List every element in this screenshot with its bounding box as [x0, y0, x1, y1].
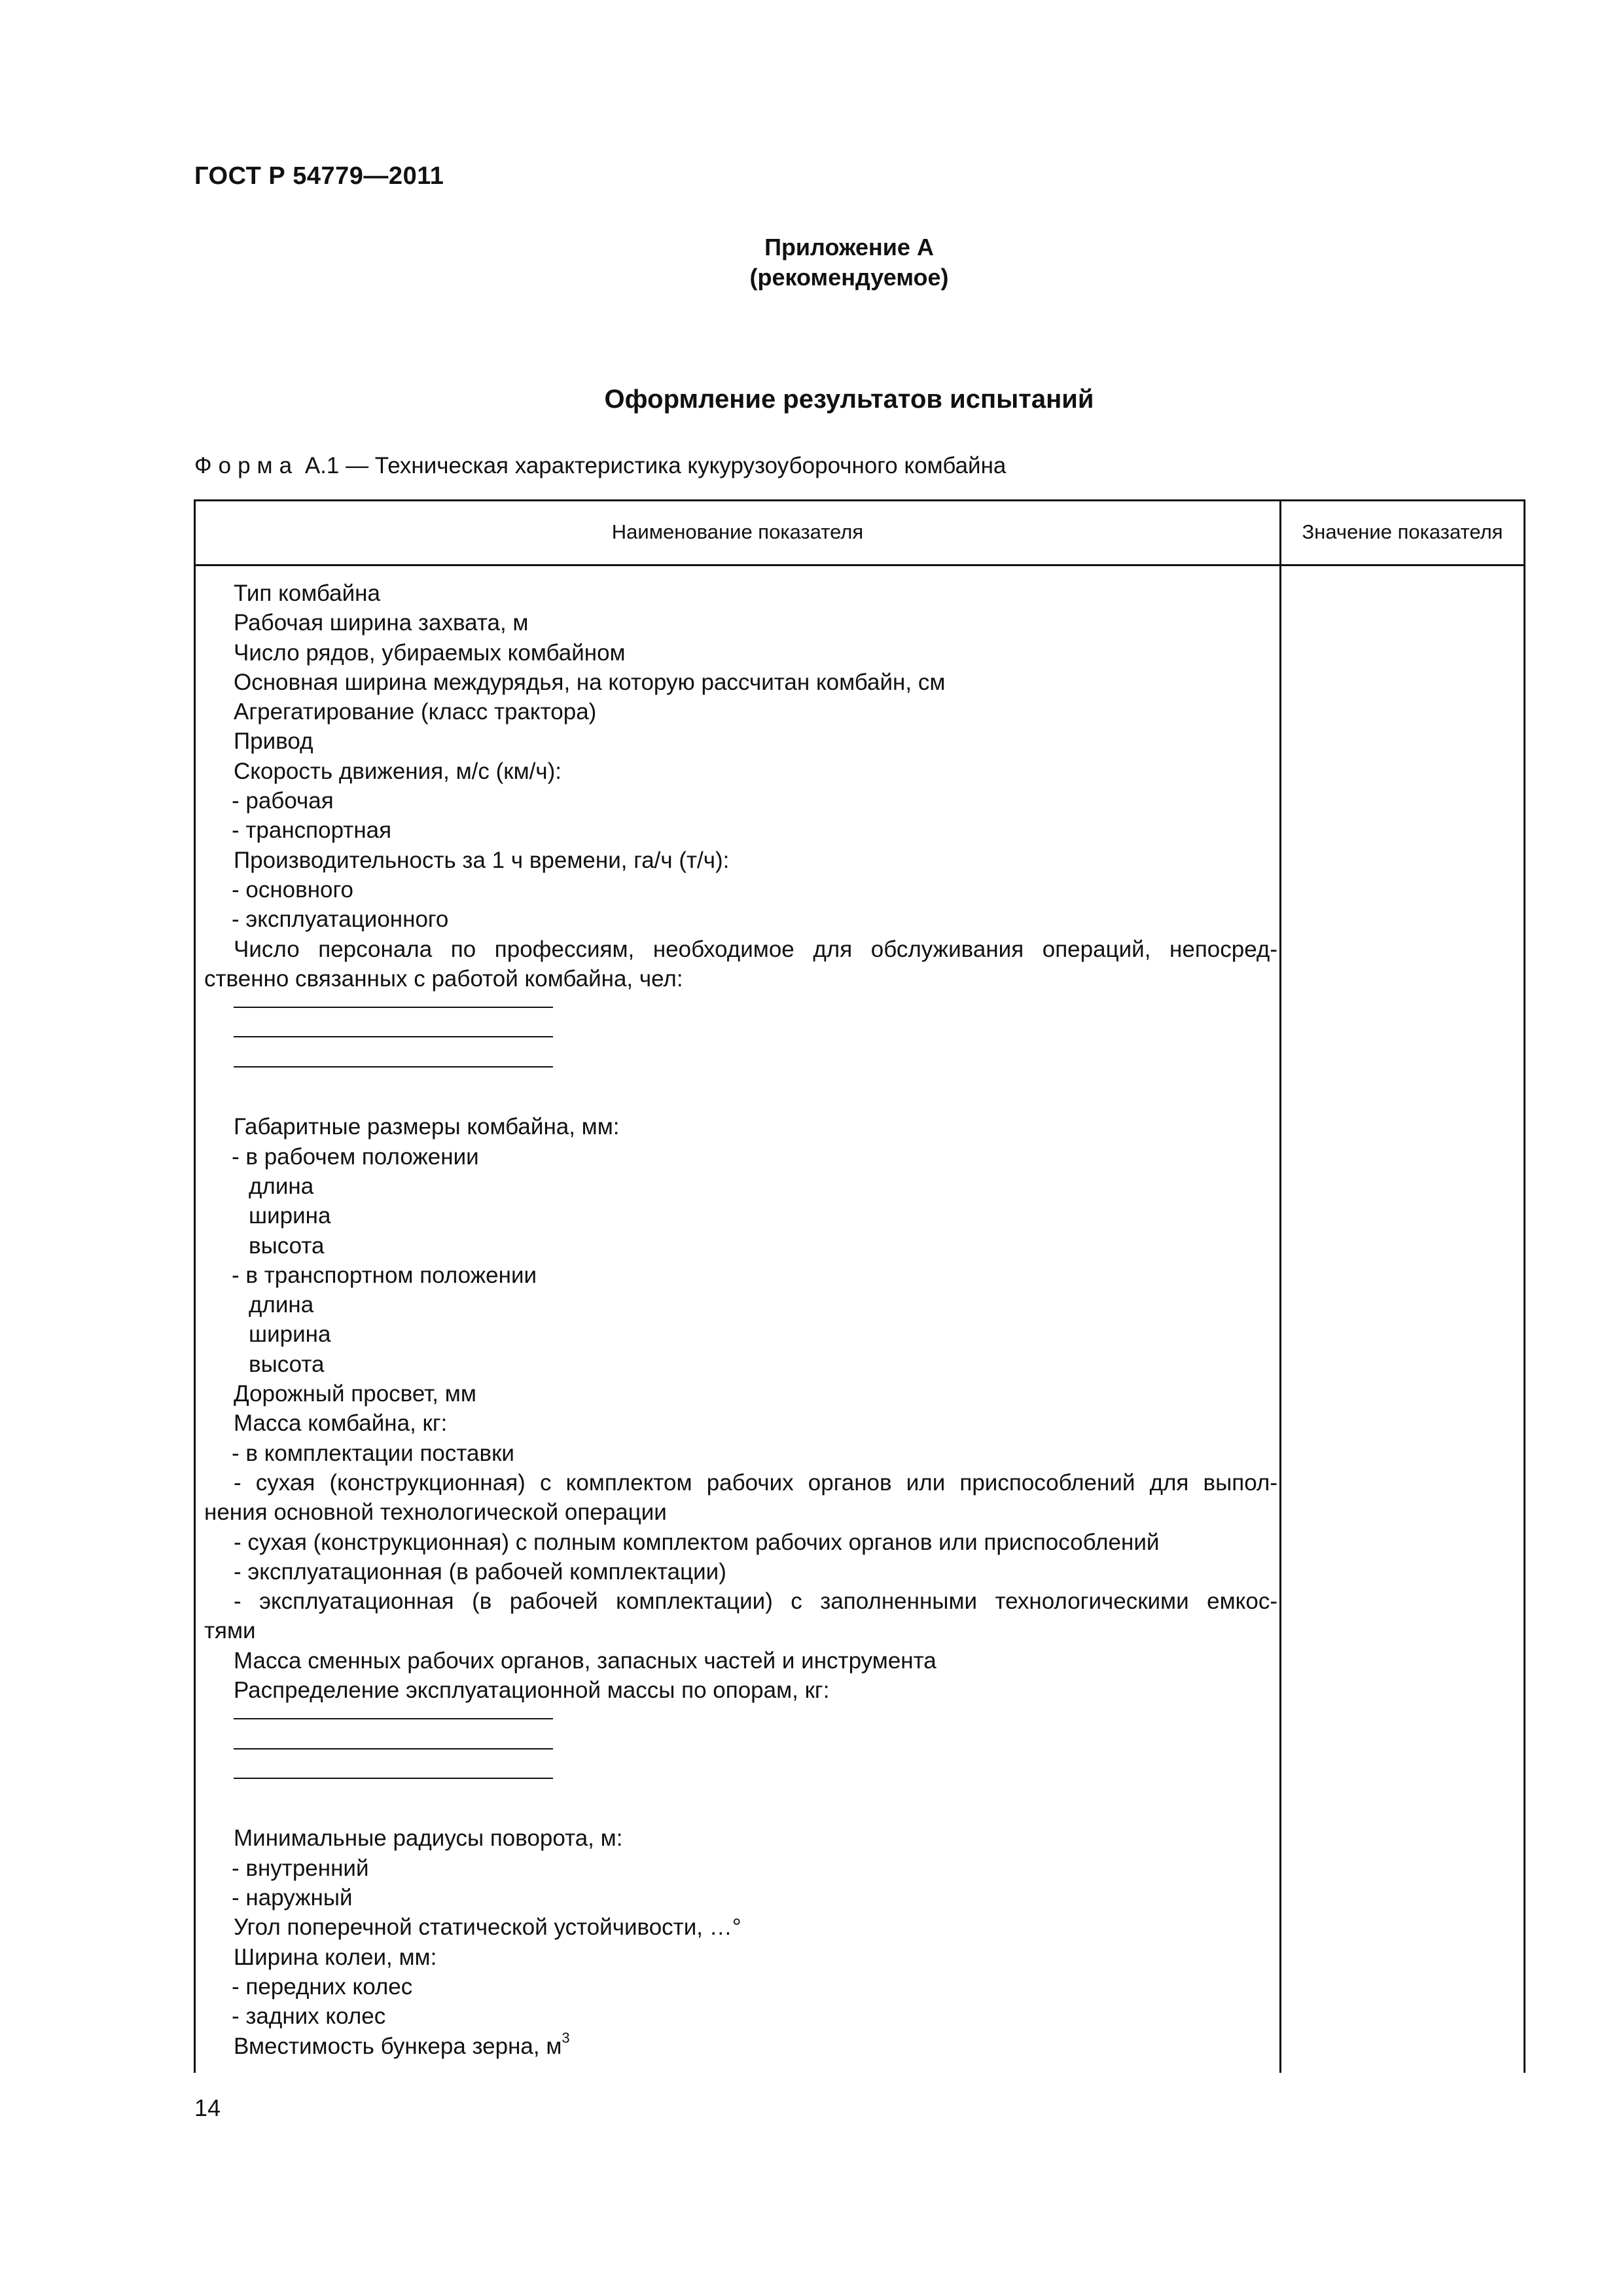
table-row-spacer: [204, 1083, 1277, 1112]
appendix-status: (рекомендуемое): [749, 264, 949, 291]
table-row: - наружный: [232, 1885, 353, 1911]
form-caption-prefix: Форма: [194, 453, 299, 478]
table-row: - основного: [232, 876, 353, 903]
table-row: Дорожный просвет, мм: [234, 1381, 476, 1407]
table-row: длина: [249, 1173, 314, 1199]
table-row: - передних колес: [232, 1973, 413, 2000]
table-row: Производительность за 1 ч времени, га/ч (т/ч):: [234, 847, 730, 873]
table-row: ширина: [249, 1321, 331, 1348]
fill-in-line: [204, 1023, 1277, 1052]
table-row: - внутренний: [232, 1855, 369, 1881]
table-row: Угол поперечной статической устойчивости, …°: [234, 1914, 741, 1941]
table-row: Масса сменных рабочих органов, запасных частей и инструмента: [234, 1647, 936, 1674]
table-row: Тип комбайна: [234, 581, 380, 606]
table-row: - эксплуатационная (в рабочей комплектации): [234, 1558, 726, 1585]
table-column-divider: [1279, 499, 1281, 2073]
table-row: ширина: [249, 1203, 331, 1229]
fill-in-line: [204, 1705, 1277, 1734]
table-row: - в транспортном положении: [232, 1262, 537, 1288]
form-caption: [194, 453, 1006, 479]
table-row: Число персонала по профессиям, необходимое для обслуживания операций, непосред-: [234, 936, 1277, 962]
table-row: высота: [249, 1232, 325, 1259]
table-row: ственно связанных с работой комбайна, чел:: [204, 965, 683, 992]
fill-in-line: [204, 1053, 1277, 1083]
table-row: Число рядов, убираемых комбайном: [234, 639, 626, 666]
table-row: тями: [204, 1618, 256, 1644]
table-row: - задних колес: [232, 2003, 386, 2030]
form-caption-text: А.1 — Техническая характеристика кукурузоуборочного комбайна: [304, 453, 1007, 478]
table-row: Минимальные радиусы поворота, м:: [234, 1825, 623, 1852]
table-row: высота: [249, 1351, 325, 1377]
table-row-spacer: [204, 1794, 1277, 1823]
table-row: - транспортная: [232, 817, 392, 844]
table-row: - эксплуатационного: [232, 906, 449, 933]
table-header-indicator: Наименование показателя: [611, 520, 864, 543]
appendix-title: Приложение А: [764, 234, 934, 260]
table-row: - эксплуатационная (в рабочей комплектации) с заполненными технологическими емкос-: [234, 1588, 1277, 1615]
table-row: - в комплектации поставки: [232, 1440, 514, 1466]
fill-in-line: [204, 1765, 1277, 1794]
table-row: - в рабочем положении: [232, 1143, 479, 1170]
table-row: Масса комбайна, кг:: [234, 1410, 448, 1437]
table-header-value: Значение показателя: [1302, 520, 1503, 543]
table-row: нения основной технологической операции: [204, 1499, 667, 1526]
page-number: 14: [194, 2094, 221, 2121]
section-title: Оформление результатов испытаний: [604, 385, 1094, 414]
table-row: Скорость движения, м/с (км/ч):: [234, 758, 562, 784]
table-row: Ширина колеи, мм:: [234, 1944, 437, 1970]
unit-superscript: 3: [562, 2029, 570, 2046]
table-row: Распределение эксплуатационной массы по опорам, кг:: [234, 1677, 830, 1703]
table-row: - сухая (конструкционная) с комплектом рабочих органов или приспособлений для выпол-: [234, 1469, 1277, 1496]
table-row: Габаритные размеры комбайна, мм:: [234, 1114, 620, 1140]
table-row: длина: [249, 1292, 314, 1318]
table-row: Основная ширина междурядья, на которую рассчитан комбайн, см: [234, 669, 946, 695]
table-row: - рабочая: [232, 788, 334, 814]
table-row: - сухая (конструкционная) с полным комплектом рабочих органов или приспособлений: [234, 1529, 1160, 1555]
table-row: Привод: [234, 728, 313, 755]
fill-in-line: [204, 1735, 1277, 1765]
table-rows: [204, 579, 1277, 2061]
bunker-volume-label: Вместимость бункера зерна, м: [234, 2033, 562, 2059]
document-header: ГОСТ Р 54779—2011: [194, 162, 444, 190]
table-row: Рабочая ширина захвата, м: [234, 610, 529, 636]
table-row: Агрегатирование (класс трактора): [234, 699, 597, 725]
table-row-last: [204, 2029, 1277, 2061]
fill-in-line: [204, 994, 1277, 1023]
